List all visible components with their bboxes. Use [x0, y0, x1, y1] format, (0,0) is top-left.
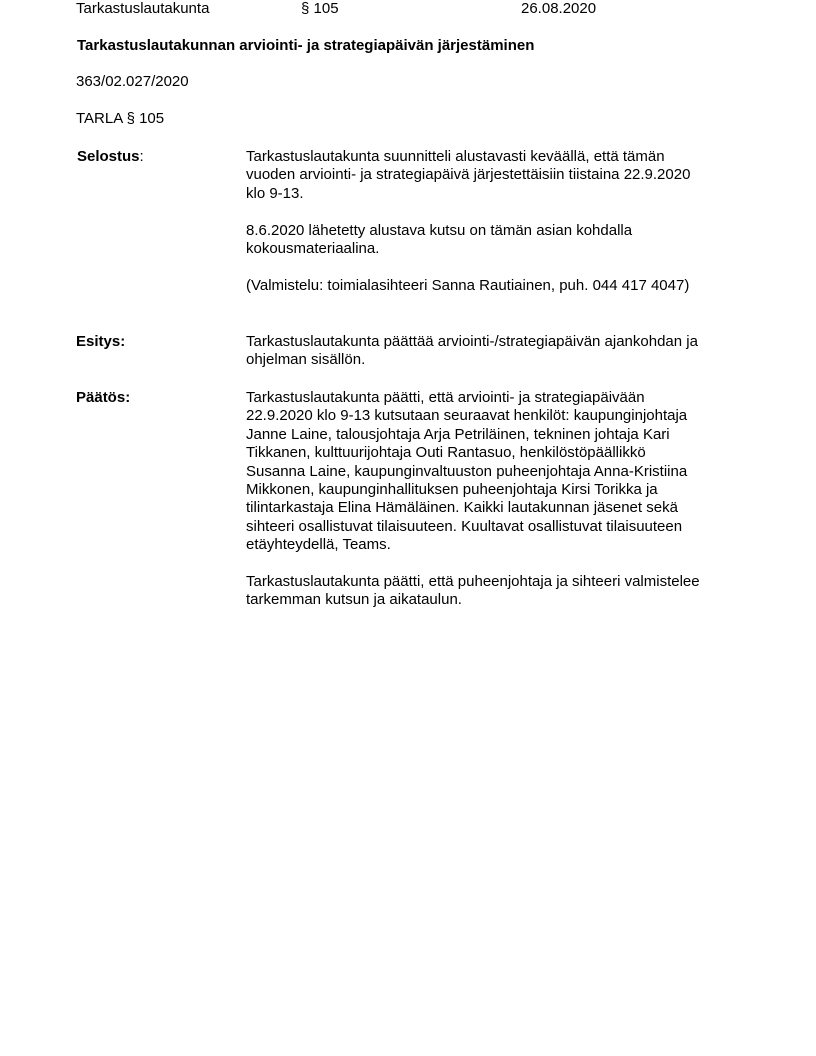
diary-number: 363/02.027/2020 [76, 73, 189, 90]
header-paragraph-number: § 105 [301, 0, 339, 17]
paatos-label: Päätös: [76, 389, 131, 406]
esitys-label: Esitys: [76, 333, 126, 350]
paatos-paragraph-2: Tarkastuslautakunta päätti, että puheenjohtaja ja sihteeri valmistelee tarkemman kutsun ja aikataulun. [246, 573, 700, 609]
paatos-paragraph-1: Tarkastuslautakunta päätti, että arviointi- ja strategiapäivään 22.9.2020 klo 9-13 kutsutaan seuraavat henkilöt: kaupunginjohtaja Janne Laine, talousjohtaja Arja Petriläinen, tekninen johtaja Kari Tikkanen, kulttuurijohtaja Outi Rantasuo, henkilöstöpäällikkö Susanna Laine, kaupunginvaltuuston puheenjohtaja Anna-Kristiina Mikkonen, kaupunginhallituksen puheenjohtaja Kirsi Torikka ja tilintarkastaja Elina Hämäläinen. Kaikki lautakunnan jäsenet sekä sihteeri osallistuvat tilaisuuteen. Kuultavat osallistuvat tilaisuuteen etäyhteydellä, Teams. [246, 389, 688, 554]
header-date: 26.08.2020 [521, 0, 597, 17]
reference: TARLA § 105 [76, 110, 165, 127]
selostus-paragraph-3: (Valmistelu: toimialasihteeri Sanna Rautiainen, puh. 044 417 4047) [246, 277, 690, 294]
selostus-paragraph-2: 8.6.2020 lähetetty alustava kutsu on tämän asian kohdalla kokousmateriaalina. [246, 222, 633, 258]
selostus-paragraph-1: Tarkastuslautakunta suunnitteli alustavasti keväällä, että tämän vuoden arviointi- ja strategiapäivä järjestettäisiin tiistaina 22.9.2020 klo 9-13. [246, 148, 691, 202]
esitys-paragraph: Tarkastuslautakunta päättää arviointi-/strategiapäivän ajankohdan ja ohjelman sisällön. [246, 333, 698, 369]
header-organ: Tarkastuslautakunta [76, 0, 210, 17]
selostus-label: Selostus: [77, 148, 144, 165]
document-title: Tarkastuslautakunnan arviointi- ja strategiapäivän järjestäminen [77, 37, 535, 54]
